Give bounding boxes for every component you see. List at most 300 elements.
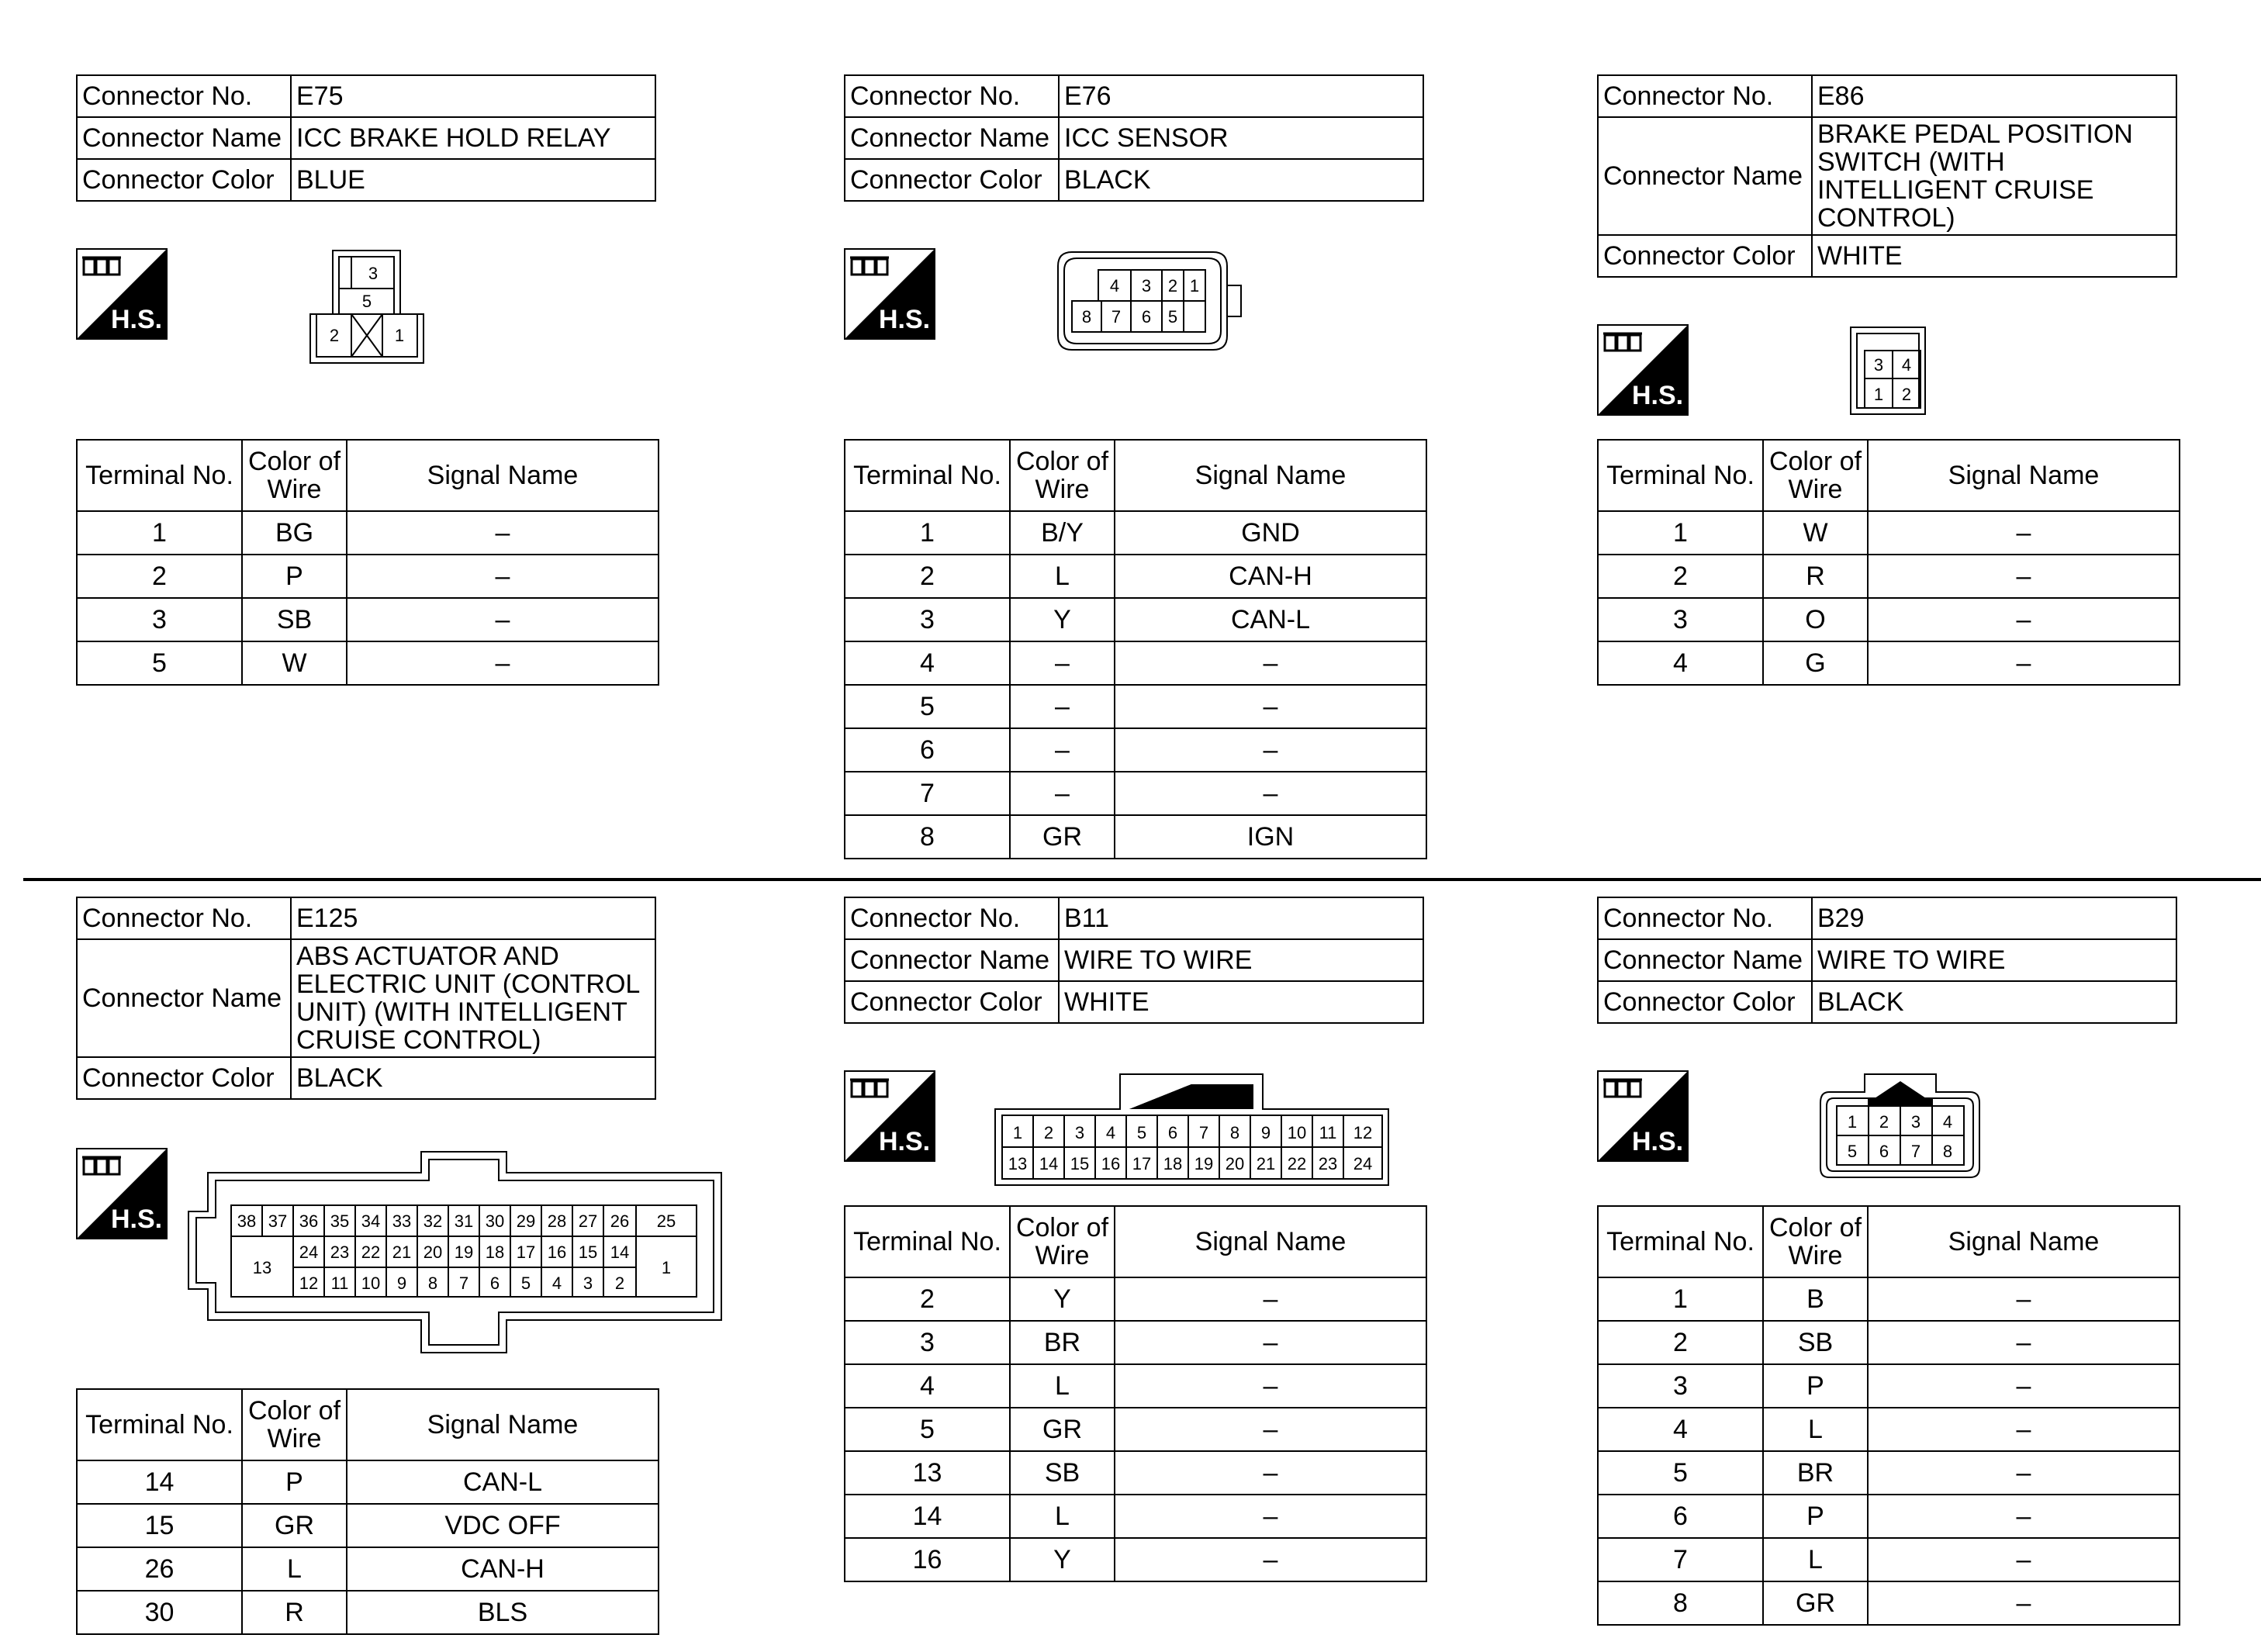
- connector-e75-header: [76, 74, 656, 202]
- terminal-no-cell: 3: [845, 598, 1010, 641]
- connector-name-label: Connector Name: [845, 117, 1059, 159]
- terminal-no-cell: 13: [845, 1451, 1010, 1495]
- signal-name-cell: CAN-L: [347, 1460, 659, 1504]
- table-row: [77, 1547, 659, 1591]
- terminal-table-e76: [844, 439, 1427, 859]
- signal-name-cell: –: [1868, 641, 2180, 685]
- terminal-no-cell: 30: [77, 1591, 242, 1634]
- pin-label: 6: [489, 1274, 500, 1293]
- connector-color-label: Connector Color: [1598, 981, 1812, 1023]
- table-row: [845, 511, 1426, 555]
- table-row: [1598, 1581, 2180, 1625]
- connector-e125-face-diagram: [186, 1149, 726, 1354]
- table-row: [77, 1460, 659, 1504]
- signal-name-cell: –: [1115, 1364, 1426, 1408]
- pin-label: 4: [1901, 355, 1912, 375]
- pin-label: 3: [1141, 276, 1152, 295]
- table-row: [845, 1277, 1426, 1321]
- color-of-wire-header: Color of Wire: [1763, 440, 1868, 511]
- connector-color-label: Connector Color: [845, 981, 1059, 1023]
- pin-label: 1: [1873, 385, 1884, 404]
- pin-label: 25: [656, 1211, 676, 1231]
- connector-color-label: Connector Color: [845, 159, 1059, 201]
- pin-label: 10: [361, 1274, 381, 1293]
- connector-e86-header: [1597, 74, 2177, 278]
- signal-name-header: Signal Name: [1115, 1206, 1426, 1277]
- connector-color-value: WHITE: [1812, 235, 2176, 277]
- pin-label: 14: [610, 1242, 630, 1262]
- terminal-table-b11: [844, 1205, 1427, 1582]
- wire-color-cell: BG: [242, 511, 347, 555]
- pin-label: 7: [1910, 1142, 1921, 1161]
- terminal-no-cell: 14: [77, 1460, 242, 1504]
- terminal-no-cell: 26: [77, 1547, 242, 1591]
- terminal-no-cell: 15: [77, 1504, 242, 1547]
- terminal-no-cell: 3: [1598, 1364, 1763, 1408]
- pin-label: 17: [516, 1242, 536, 1262]
- table-row: [1598, 598, 2180, 641]
- wire-color-cell: –: [1010, 641, 1115, 685]
- wire-color-cell: O: [1763, 598, 1868, 641]
- connector-no-label: Connector No.: [845, 75, 1059, 117]
- signal-name-cell: –: [1868, 555, 2180, 598]
- signal-name-cell: –: [1115, 1451, 1426, 1495]
- wire-color-cell: BR: [1763, 1451, 1868, 1495]
- signal-name-cell: CAN-L: [1115, 598, 1426, 641]
- table-row: [845, 555, 1426, 598]
- signal-name-cell: –: [1115, 1495, 1426, 1538]
- connector-e75-face-diagram: [309, 248, 425, 365]
- pin-label: 8: [1229, 1123, 1240, 1142]
- pin-label: 29: [516, 1211, 536, 1231]
- terminal-no-cell: 4: [845, 641, 1010, 685]
- pin-label: 1: [1012, 1123, 1023, 1142]
- pin-label: 37: [268, 1211, 288, 1231]
- terminal-no-cell: 1: [845, 511, 1010, 555]
- pin-label: 1: [1847, 1112, 1858, 1132]
- terminal-no-cell: 5: [77, 641, 242, 685]
- connector-name-label: Connector Name: [845, 939, 1059, 981]
- wire-color-cell: SB: [1010, 1451, 1115, 1495]
- connector-name-value: BRAKE PEDAL POSITION SWITCH (WITH INTELLIGENT CRUISE CONTROL): [1812, 117, 2176, 235]
- hs-label: H.S.: [1631, 1127, 1684, 1156]
- signal-name-cell: BLS: [347, 1591, 659, 1634]
- signal-name-header: Signal Name: [347, 440, 659, 511]
- signal-name-cell: –: [1868, 1364, 2180, 1408]
- terminal-no-cell: 1: [1598, 511, 1763, 555]
- table-row: [845, 1451, 1426, 1495]
- table-row: [845, 772, 1426, 815]
- terminal-no-cell: 8: [845, 815, 1010, 859]
- terminal-no-cell: 7: [845, 772, 1010, 815]
- connector-no-value: B29: [1812, 897, 2176, 939]
- pin-label: 1: [394, 326, 405, 345]
- wire-color-cell: L: [1010, 555, 1115, 598]
- pin-label: 3: [368, 264, 379, 283]
- signal-name-cell: –: [1868, 1538, 2180, 1581]
- signal-name-cell: –: [1868, 1451, 2180, 1495]
- connector-e125-header: [76, 897, 656, 1100]
- terminal-no-cell: 1: [1598, 1277, 1763, 1321]
- pin-label: 6: [1141, 307, 1152, 327]
- pin-label: 34: [361, 1211, 381, 1231]
- pin-label: 11: [1319, 1123, 1337, 1142]
- table-row: [845, 815, 1426, 859]
- pin-label: 28: [547, 1211, 567, 1231]
- signal-name-cell: –: [1868, 511, 2180, 555]
- pin-label: 7: [1111, 307, 1122, 327]
- pin-label: 18: [485, 1242, 505, 1262]
- wire-color-cell: P: [1763, 1495, 1868, 1538]
- signal-name-cell: –: [1115, 1538, 1426, 1581]
- table-row: [77, 1591, 659, 1634]
- terminal-no-header: Terminal No.: [1598, 1206, 1763, 1277]
- terminal-no-cell: 5: [1598, 1451, 1763, 1495]
- connector-no-value: B11: [1059, 897, 1423, 939]
- hs-label: H.S.: [1631, 381, 1684, 410]
- terminal-no-cell: 6: [1598, 1495, 1763, 1538]
- connector-no-label: Connector No.: [1598, 75, 1812, 117]
- pin-label: 13: [1008, 1154, 1028, 1173]
- pin-label: 5: [520, 1274, 531, 1293]
- connector-no-value: E125: [291, 897, 655, 939]
- terminal-no-cell: 6: [845, 728, 1010, 772]
- terminal-table-e75: [76, 439, 659, 686]
- pin-label: 5: [1136, 1123, 1147, 1142]
- pin-label: 2: [329, 326, 340, 345]
- connector-no-label: Connector No.: [77, 897, 291, 939]
- terminal-no-header: Terminal No.: [1598, 440, 1763, 511]
- table-row: [845, 1538, 1426, 1581]
- hs-harness-side-icon: [844, 1070, 935, 1162]
- terminal-no-cell: 8: [1598, 1581, 1763, 1625]
- connector-name-value: ABS ACTUATOR AND ELECTRIC UNIT (CONTROL UNIT) (WITH INTELLIGENT CRUISE CONTROL): [291, 939, 655, 1057]
- pin-label: 24: [299, 1242, 319, 1262]
- section-divider: [23, 878, 2261, 881]
- pin-label: 5: [1847, 1142, 1858, 1161]
- pin-label: 23: [330, 1242, 350, 1262]
- connector-name-label: Connector Name: [77, 939, 291, 1057]
- table-row: [845, 1364, 1426, 1408]
- table-row: [1598, 1321, 2180, 1364]
- pin-label: 26: [610, 1211, 630, 1231]
- pin-label: 33: [392, 1211, 412, 1231]
- wire-color-cell: GR: [242, 1504, 347, 1547]
- pin-label: 8: [1081, 307, 1092, 327]
- pin-label: 12: [1353, 1123, 1373, 1142]
- connector-e76-header: [844, 74, 1424, 202]
- wire-color-cell: SB: [242, 598, 347, 641]
- wire-color-cell: GR: [1763, 1581, 1868, 1625]
- pin-label: 27: [578, 1211, 598, 1231]
- wire-color-cell: L: [242, 1547, 347, 1591]
- terminal-no-cell: 16: [845, 1538, 1010, 1581]
- signal-name-header: Signal Name: [347, 1389, 659, 1460]
- pin-label: 5: [1167, 307, 1178, 327]
- terminal-table-b29: [1597, 1205, 2180, 1626]
- pin-label: 2: [614, 1274, 625, 1293]
- connector-color-label: Connector Color: [1598, 235, 1812, 277]
- pin-label: 8: [1942, 1142, 1953, 1161]
- wire-color-cell: W: [1763, 511, 1868, 555]
- pin-label: 6: [1879, 1142, 1889, 1161]
- table-row: [1598, 511, 2180, 555]
- pin-label: 3: [1074, 1123, 1085, 1142]
- terminal-no-cell: 4: [1598, 641, 1763, 685]
- signal-name-cell: –: [347, 598, 659, 641]
- connector-b29-header: [1597, 897, 2177, 1024]
- signal-name-cell: CAN-H: [347, 1547, 659, 1591]
- pin-label: 18: [1163, 1154, 1183, 1173]
- terminal-no-cell: 7: [1598, 1538, 1763, 1581]
- pin-label: 4: [1109, 276, 1120, 295]
- connector-no-label: Connector No.: [77, 75, 291, 117]
- color-of-wire-header: Color of Wire: [242, 440, 347, 511]
- wire-color-cell: P: [242, 555, 347, 598]
- pin-label: 24: [1353, 1154, 1373, 1173]
- wire-color-cell: GR: [1010, 815, 1115, 859]
- table-row: [845, 685, 1426, 728]
- wire-color-cell: BR: [1010, 1321, 1115, 1364]
- connector-b29-face-diagram: [1818, 1072, 1983, 1179]
- wire-color-cell: Y: [1010, 1538, 1115, 1581]
- pin-label: 22: [361, 1242, 381, 1262]
- hs-label: H.S.: [878, 305, 931, 334]
- pin-label: 32: [423, 1211, 443, 1231]
- wire-color-cell: –: [1010, 685, 1115, 728]
- signal-name-cell: –: [1115, 685, 1426, 728]
- connector-name-value: ICC BRAKE HOLD RELAY: [291, 117, 655, 159]
- pin-label: 31: [454, 1211, 474, 1231]
- terminal-no-cell: 5: [845, 685, 1010, 728]
- table-row: [845, 728, 1426, 772]
- hs-label: H.S.: [878, 1127, 931, 1156]
- hs-harness-side-icon: [844, 248, 935, 340]
- table-row: [1598, 555, 2180, 598]
- terminal-table-e125: [76, 1388, 659, 1635]
- table-row: [77, 511, 659, 555]
- terminal-no-cell: 14: [845, 1495, 1010, 1538]
- wire-color-cell: W: [242, 641, 347, 685]
- signal-name-header: Signal Name: [1868, 1206, 2180, 1277]
- terminal-no-cell: 2: [77, 555, 242, 598]
- pin-label: 13: [252, 1258, 272, 1277]
- signal-name-cell: CAN-H: [1115, 555, 1426, 598]
- terminal-no-cell: 2: [845, 1277, 1010, 1321]
- table-row: [845, 641, 1426, 685]
- signal-name-cell: –: [347, 641, 659, 685]
- pin-label: 38: [237, 1211, 257, 1231]
- connector-name-label: Connector Name: [77, 117, 291, 159]
- signal-name-cell: –: [1115, 1408, 1426, 1451]
- wire-color-cell: Y: [1010, 598, 1115, 641]
- terminal-no-header: Terminal No.: [77, 1389, 242, 1460]
- terminal-no-cell: 1: [77, 511, 242, 555]
- pin-label: 21: [1256, 1154, 1276, 1173]
- terminal-no-header: Terminal No.: [77, 440, 242, 511]
- terminal-table-e86: [1597, 439, 2180, 686]
- pin-label: 16: [1101, 1154, 1121, 1173]
- connector-color-label: Connector Color: [77, 1057, 291, 1099]
- wire-color-cell: Y: [1010, 1277, 1115, 1321]
- pin-label: 7: [1198, 1123, 1209, 1142]
- pin-label: 1: [1189, 276, 1200, 295]
- wire-color-cell: L: [1010, 1495, 1115, 1538]
- wire-color-cell: B/Y: [1010, 511, 1115, 555]
- table-row: [1598, 1495, 2180, 1538]
- terminal-no-cell: 5: [845, 1408, 1010, 1451]
- wire-color-cell: G: [1763, 641, 1868, 685]
- terminal-no-cell: 3: [77, 598, 242, 641]
- pin-label: 2: [1901, 385, 1912, 404]
- wire-color-cell: P: [242, 1460, 347, 1504]
- pin-label: 10: [1287, 1123, 1307, 1142]
- wire-color-cell: L: [1010, 1364, 1115, 1408]
- pin-label: 4: [1942, 1112, 1953, 1132]
- terminal-no-cell: 4: [845, 1364, 1010, 1408]
- hs-harness-side-icon: [1597, 1070, 1689, 1162]
- pin-label: 35: [330, 1211, 350, 1231]
- table-row: [845, 598, 1426, 641]
- pin-label: 20: [1225, 1154, 1245, 1173]
- connector-name-label: Connector Name: [1598, 117, 1812, 235]
- table-row: [77, 1504, 659, 1547]
- table-row: [845, 1321, 1426, 1364]
- connector-color-value: BLACK: [1059, 159, 1423, 201]
- table-row: [845, 1495, 1426, 1538]
- pin-label: 3: [1873, 355, 1884, 375]
- table-row: [77, 598, 659, 641]
- terminal-no-cell: 4: [1598, 1408, 1763, 1451]
- pin-label: 12: [299, 1274, 319, 1293]
- hs-harness-side-icon: [76, 248, 168, 340]
- connector-name-value: WIRE TO WIRE: [1812, 939, 2176, 981]
- signal-name-cell: –: [347, 511, 659, 555]
- connector-e86-face-diagram: [1849, 326, 1928, 417]
- connector-b11-header: [844, 897, 1424, 1024]
- signal-name-cell: GND: [1115, 511, 1426, 555]
- terminal-no-cell: 3: [845, 1321, 1010, 1364]
- pin-label: 2: [1043, 1123, 1054, 1142]
- pin-label: 14: [1039, 1154, 1059, 1173]
- connector-no-value: E75: [291, 75, 655, 117]
- connector-no-value: E76: [1059, 75, 1423, 117]
- color-of-wire-header: Color of Wire: [1010, 440, 1115, 511]
- terminal-no-cell: 2: [1598, 555, 1763, 598]
- wire-color-cell: –: [1010, 772, 1115, 815]
- signal-name-cell: –: [1868, 1277, 2180, 1321]
- pin-label: 4: [1105, 1123, 1116, 1142]
- pin-label: 16: [547, 1242, 567, 1262]
- wire-color-cell: P: [1763, 1364, 1868, 1408]
- color-of-wire-header: Color of Wire: [1010, 1206, 1115, 1277]
- wire-color-cell: R: [1763, 555, 1868, 598]
- pin-label: 9: [1260, 1123, 1271, 1142]
- wire-color-cell: L: [1763, 1408, 1868, 1451]
- signal-name-cell: VDC OFF: [347, 1504, 659, 1547]
- connector-no-label: Connector No.: [845, 897, 1059, 939]
- pin-label: 15: [578, 1242, 598, 1262]
- wire-color-cell: –: [1010, 728, 1115, 772]
- table-row: [77, 555, 659, 598]
- pin-label: 19: [1194, 1154, 1214, 1173]
- pin-label: 21: [392, 1242, 412, 1262]
- hs-harness-side-icon: [76, 1148, 168, 1239]
- pin-label: 9: [396, 1274, 407, 1293]
- pin-label: 19: [454, 1242, 474, 1262]
- signal-name-cell: IGN: [1115, 815, 1426, 859]
- terminal-no-header: Terminal No.: [845, 440, 1010, 511]
- pin-label: 3: [1910, 1112, 1921, 1132]
- pin-label: 2: [1879, 1112, 1889, 1132]
- terminal-no-header: Terminal No.: [845, 1206, 1010, 1277]
- wire-color-cell: R: [242, 1591, 347, 1634]
- signal-name-cell: –: [1868, 1495, 2180, 1538]
- wire-color-cell: L: [1763, 1538, 1868, 1581]
- table-row: [845, 1408, 1426, 1451]
- wire-color-cell: B: [1763, 1277, 1868, 1321]
- terminal-no-cell: 2: [1598, 1321, 1763, 1364]
- hs-harness-side-icon: [1597, 324, 1689, 416]
- wire-color-cell: GR: [1010, 1408, 1115, 1451]
- connector-name-label: Connector Name: [1598, 939, 1812, 981]
- pin-label: 30: [485, 1211, 505, 1231]
- hs-label: H.S.: [110, 305, 163, 334]
- pin-label: 7: [458, 1274, 469, 1293]
- wire-color-cell: SB: [1763, 1321, 1868, 1364]
- signal-name-cell: –: [1115, 772, 1426, 815]
- pin-label: 20: [423, 1242, 443, 1262]
- table-row: [1598, 641, 2180, 685]
- connector-color-value: BLACK: [1812, 981, 2176, 1023]
- pin-label: 3: [583, 1274, 593, 1293]
- connector-color-value: BLACK: [291, 1057, 655, 1099]
- pin-label: 22: [1287, 1154, 1307, 1173]
- signal-name-cell: –: [1868, 1408, 2180, 1451]
- pin-label: 15: [1070, 1154, 1090, 1173]
- signal-name-cell: –: [1115, 1321, 1426, 1364]
- color-of-wire-header: Color of Wire: [242, 1389, 347, 1460]
- color-of-wire-header: Color of Wire: [1763, 1206, 1868, 1277]
- hs-label: H.S.: [110, 1204, 163, 1234]
- signal-name-header: Signal Name: [1868, 440, 2180, 511]
- table-row: [1598, 1538, 2180, 1581]
- signal-name-cell: –: [1115, 1277, 1426, 1321]
- pin-label: 17: [1132, 1154, 1152, 1173]
- pin-label: 11: [330, 1274, 349, 1293]
- pin-label: 6: [1167, 1123, 1178, 1142]
- table-row: [1598, 1408, 2180, 1451]
- pin-label: 1: [661, 1258, 672, 1277]
- table-row: [1598, 1451, 2180, 1495]
- signal-name-cell: –: [1115, 728, 1426, 772]
- connector-b11-face-diagram: [993, 1072, 1393, 1188]
- connector-name-value: WIRE TO WIRE: [1059, 939, 1423, 981]
- signal-name-cell: –: [1868, 1581, 2180, 1625]
- connector-color-value: WHITE: [1059, 981, 1423, 1023]
- pin-label: 5: [361, 292, 372, 311]
- connector-name-value: ICC SENSOR: [1059, 117, 1423, 159]
- table-row: [1598, 1364, 2180, 1408]
- connector-color-label: Connector Color: [77, 159, 291, 201]
- terminal-no-cell: 2: [845, 555, 1010, 598]
- pin-label: 36: [299, 1211, 319, 1231]
- signal-name-cell: –: [1868, 1321, 2180, 1364]
- signal-name-cell: –: [1868, 598, 2180, 641]
- signal-name-cell: –: [1115, 641, 1426, 685]
- connector-color-value: BLUE: [291, 159, 655, 201]
- connector-no-value: E86: [1812, 75, 2176, 117]
